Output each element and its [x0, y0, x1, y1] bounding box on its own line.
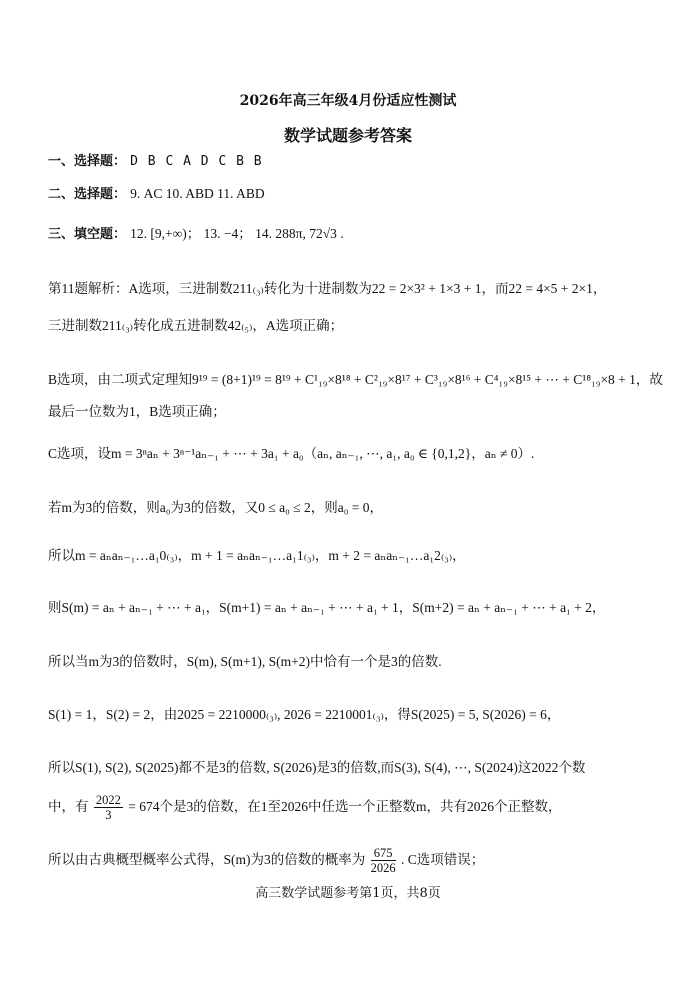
solution-line: C选项，设m = 3ⁿaₙ + 3ⁿ⁻¹aₙ₋₁ + ⋯ + 3a₁ + a₀（aₙ, aₙ₋₁, ⋯, a₁, a₀ ∈ {0,1,2}，aₙ ≠ 0）. — [48, 446, 535, 461]
page-footer: 高三数学试题参考第1页，共8页 — [255, 886, 441, 901]
document-title: 2026年高三年级4月份适应性测试 — [239, 93, 457, 109]
fraction-numerator: 675 — [371, 846, 396, 861]
solution-line: 所以S(1), S(2), S(2025)都不是3的倍数, S(2026)是3的倍数,而S(3), S(4), ⋯, S(2024)这2022个数 — [48, 760, 586, 775]
text: = 674个是3的倍数，在1至2026中任选一个正整数m，共有2026个正整数， — [128, 798, 562, 814]
section-label: 三、填空题： — [48, 227, 127, 242]
section-label: 一、选择题： — [48, 154, 127, 169]
section-fill-blank — [48, 226, 656, 243]
fraction-numerator: 2022 — [95, 793, 121, 807]
section-multiple-choice — [48, 154, 656, 170]
section-answers: 9. AC 10. ABD 11. ABD — [130, 186, 265, 201]
solution-line: 则S(m) = aₙ + aₙ₋₁ + ⋯ + a₁，S(m+1) = aₙ + aₙ₋₁ + ⋯ + a₁ + 1，S(m+2) = aₙ + aₙ₋₁ + ⋯ + a₁ + 2， — [48, 600, 606, 615]
section-answers: D B C A D C B B — [130, 154, 263, 169]
text: . C选项错误； — [401, 851, 485, 867]
solution-line: S(1) = 1，S(2) = 2，由2025 = 2210000₍₃₎, 2026 = 2210001₍₃₎，得S(2025) = 5, S(2026) = 6， — [48, 707, 561, 722]
solution-line: 第11题解析：A选项，三进制数211₍₃₎转化为十进制数为22 = 2×3² + 1×3 + 1，而22 = 4×5 + 2×1， — [48, 281, 607, 296]
solution-line: 所以m = aₙaₙ₋₁…a₁0₍₃₎，m + 1 = aₙaₙ₋₁…a₁1₍₃₎，m + 2 = aₙaₙ₋₁…a₁2₍₃₎， — [48, 548, 466, 563]
solution-line-fraction — [48, 846, 656, 876]
fraction-denominator: 2026 — [370, 861, 396, 876]
solution-line: 所以当m为3的倍数时，S(m), S(m+1), S(m+2)中恰有一个是3的倍数. — [48, 654, 442, 669]
text: 中，有 — [48, 798, 89, 814]
solution-line: 三进制数211₍₃₎转化成五进制数42₍₅₎，A选项正确； — [48, 318, 344, 333]
section-label: 二、选择题： — [48, 187, 127, 202]
text: 所以由古典概型概率公式得，S(m)为3的倍数的概率为 — [48, 851, 366, 867]
solution-line: 最后一位数为1，B选项正确； — [48, 404, 226, 419]
fraction — [371, 846, 396, 876]
fraction — [94, 793, 123, 823]
section-answers: 12. [9,+∞)； 13. −4； 14. 288π, 72√3 . — [130, 226, 344, 241]
document-subtitle: 数学试题参考答案 — [283, 126, 412, 145]
solution-line: 若m为3的倍数，则a₀为3的倍数，又0 ≤ a₀ ≤ 2，则a₀ = 0， — [48, 500, 384, 515]
solution-line-fraction — [48, 793, 656, 823]
solution-line: B选项，由二项式定理知9¹⁹ = (8+1)¹⁹ = 8¹⁹ + C¹₁₉×8¹⁸ + C²₁₉×8¹⁷ + C³₁₉×8¹⁶ + C⁴₁₉×8¹⁵ + ⋯ + C¹⁸₁₉×8 + 1，故 — [48, 372, 663, 387]
section-multi-select — [48, 186, 656, 203]
fraction-denominator: 3 — [105, 808, 112, 823]
